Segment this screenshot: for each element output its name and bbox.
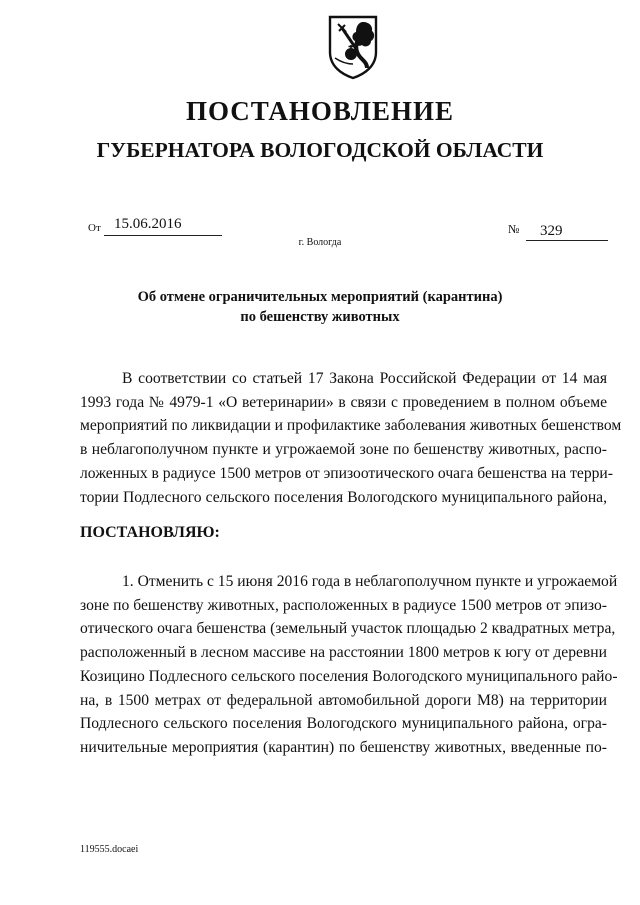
- document-number: 329: [526, 222, 608, 241]
- subject-line: по бешенству животных: [240, 309, 400, 325]
- document-issuer: ГУБЕРНАТОРА ВОЛОГОДСКОЙ ОБЛАСТИ: [96, 138, 544, 162]
- text-line: ложенных в радиусе 1500 метров от эпизоотического очага бешенства на терри-: [80, 464, 613, 482]
- text-line: зоне по бешенству животных, расположенных в радиусе 1500 метров от эпизо-: [80, 596, 607, 614]
- item-1-paragraph: [80, 570, 618, 760]
- text-line: В соответствии со статьей 17 Закона Российской Федерации от 14 мая: [122, 370, 607, 387]
- text-line: тории Подлесного сельского поселения Вологодского муниципального района,: [80, 488, 607, 506]
- text-line: 1993 года № 4979-1 «О ветеринарии» в связи с проведением в полном объеме: [80, 393, 607, 411]
- document-city: г. Вологда: [298, 237, 342, 248]
- document-subject: [0, 287, 640, 327]
- coat-of-arms-icon: [327, 14, 379, 80]
- date-prefix: От: [88, 222, 101, 234]
- text-line: 1. Отменить с 15 июня 2016 года в неблагополучном пункте и угрожаемой: [122, 573, 618, 590]
- resolve-heading: ПОСТАНОВЛЯЮ:: [80, 524, 220, 541]
- text-line: расположенный в лесном массиве на расстоянии 1800 метров к югу от деревни: [80, 644, 607, 662]
- text-line: ничительные мероприятия (карантин) по бешенству животных, введенные по-: [80, 738, 607, 756]
- subject-line: Об отмене ограничительных мероприятий (карантина): [137, 289, 503, 305]
- document-title: ПОСТАНОВЛЕНИЕ: [185, 96, 455, 126]
- text-line: Подлесного сельского поселения Вологодского муниципального района, огра-: [80, 715, 607, 733]
- number-prefix: №: [508, 222, 520, 236]
- text-line: в неблагополучном пункте и угрожаемой зоне по бешенству животных, распо-: [80, 441, 607, 459]
- text-line: отического очага бешенства (земельный участок площадью 2 квадратных метра,: [80, 620, 616, 638]
- text-line: Козицино Подлесного сельского поселения Вологодского муниципального райо-: [80, 667, 618, 685]
- preamble-paragraph: [80, 367, 622, 509]
- text-line: мероприятий по ликвидации и профилактике заболевания животных бешенством: [80, 417, 622, 435]
- document-date: 15.06.2016: [104, 214, 222, 236]
- text-line: на, в 1500 метрах от федеральной автомобильной дороги М8) на территории: [80, 691, 607, 709]
- file-reference: 119555.docaei: [80, 844, 139, 855]
